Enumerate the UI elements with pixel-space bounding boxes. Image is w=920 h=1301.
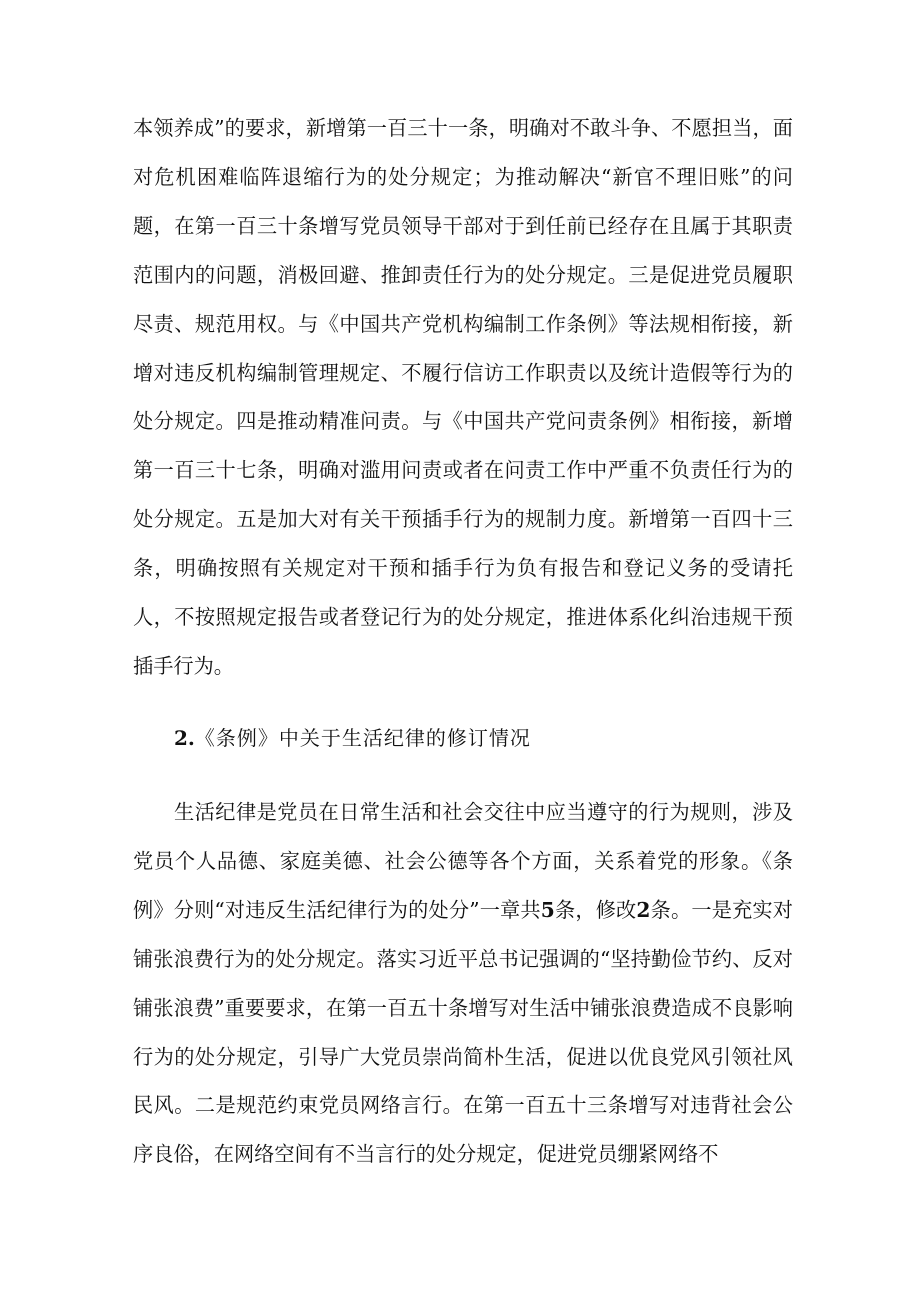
paragraph-text-part-2: 条，修改 [554, 897, 637, 922]
section-title: 《条例》中关于生活纪律的修订情况 [194, 726, 531, 750]
section-number: 2. [174, 726, 195, 750]
body-paragraph-discipline-provisions: 本领养成”的要求，新增第一百三十一条，明确对不敢斗争、不愿担当，面对危机困难临阵退缩行为的处分规定；为推动解决“新官不理旧账”的问题，在第一百三十条增写党员领导干部对于到任前已经存在且属于其职责范围内的问题，消极回避、推卸责任行为的处分规定。三是促进党员履职尽责、规范用权。与《中国共产党机构编制工作条例》等法规相衔接，新增对违反机构编制管理规定、不履行信访工作职责以及统计造假等行为的处分规定。四是推动精准问责。与《中国共产党问责条例》相衔接，新增第一百三十七条，明确对滥用问责或者在问责工作中严重不负责任行为的处分规定。五是加大对有关干预插手行为的规制力度。新增第一百四十三条，明确按照有关规定对干预和插手行为负有报告和登记义务的受请托人，不按照规定报告或者登记行为的处分规定，推进体系化纠治违规干预插手行为。 [133, 116, 793, 678]
article-count-revised: 2 [636, 897, 651, 922]
paragraph-text-part-3: 条。一是充实对铺张浪费行为的处分规定。落实习近平总书记强调的“坚持勤俭节约、反对铺张浪费”重要要求，在第一百五十条增写对生活中铺张浪费造成不良影响行为的处分规定，引导广大党员崇尚简朴生活，促进以优良党风引领社风民风。二是规范约束党员网络言行。在第一百五十三条增写对违背社会公序良俗，在网络空间有不当言行的处分规定，促进党员绷紧网络不 [133, 897, 793, 1167]
article-count-total: 5 [540, 897, 555, 922]
body-paragraph-life-discipline [133, 788, 793, 1179]
section-heading [174, 718, 531, 758]
paragraph-text-part-1: 生活纪律是党员在日常生活和社会交往中应当遵守的行为规则，涉及党员个人品德、家庭美德、社会公德等各个方面，关系着党的形象。《条例》分则“对违反生活纪律行为的处分”一章共 [133, 800, 793, 922]
